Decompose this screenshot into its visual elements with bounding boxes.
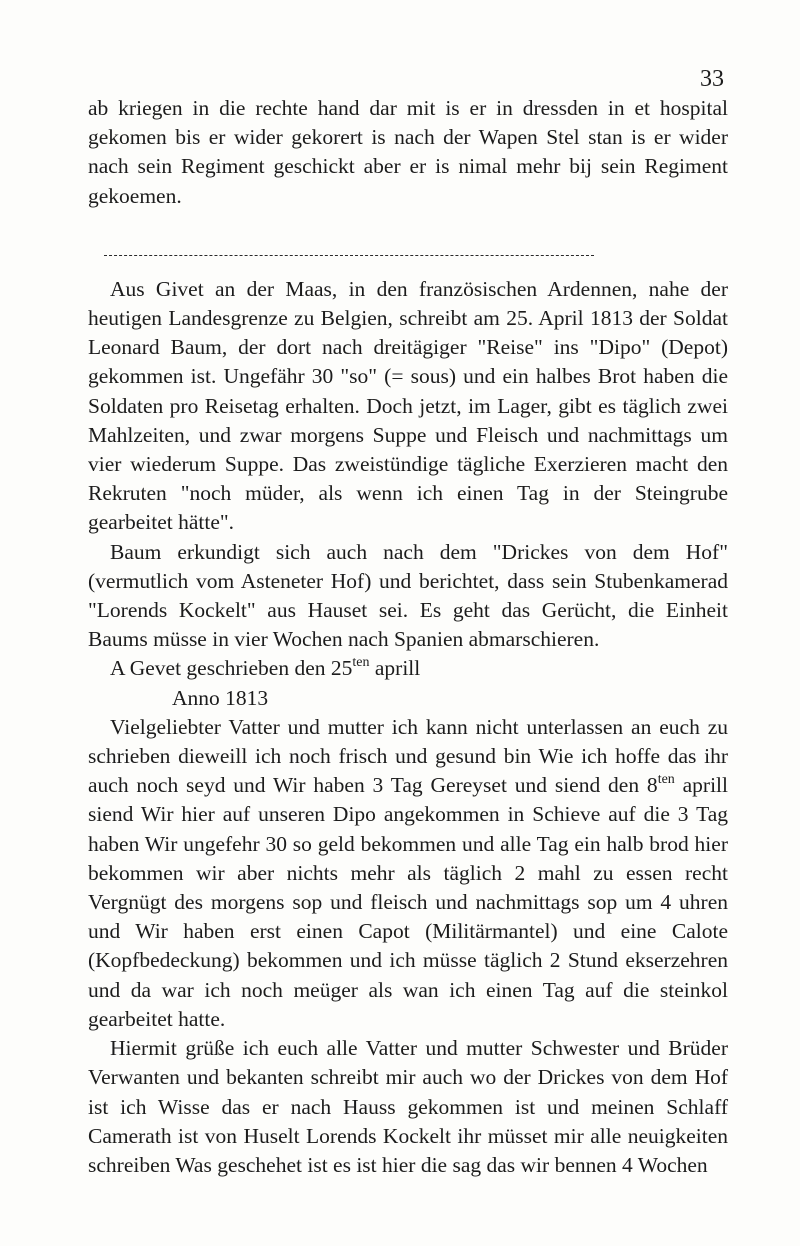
- paragraph-letter-greetings: Hiermit grüße ich euch alle Vatter und mutter Schwester und Brüder Verwanten und bekanten schreibt mir auch wo der Drickes von dem Hof ist ich Wisse das er nach Hauss gekommen ist und meinen Schlaff Camerath ist von Huselt Lorends Kockelt ihr müsset mir alle neuigkeiten schreiben Was geschehet ist es ist hier die sag das wir bennen 4 Wochen: [88, 1036, 728, 1177]
- dateline-superscript: ten: [352, 655, 370, 671]
- dateline-text: A Gevet geschrieben den 25: [110, 656, 353, 681]
- paragraph-letter-body: [88, 713, 728, 1034]
- letter-year: Anno 1813: [172, 685, 269, 710]
- paragraph-givet-intro: Aus Givet an der Maas, in den französischen Ardennen, nahe der heutigen Landesgrenze zu Belgien, schreibt am 25. April 1813 der Soldat Leonard Baum, der dort nach dreitägiger "Reise" ins "Dipo" (Depot) gekommen ist. Ungefähr 30 "so" (= sous) und ein halbes Brot haben die Soldaten pro Reisetag erhalten. Doch jetzt, im Lager, gibt es täglich zwei Mahlzeiten, und zwar morgens Suppe und Fleisch und nachmittags um vier wiederum Suppe. Das zweistündige tägliche Exerzieren macht den Rekruten "noch müder, als wenn ich einen Tag in der Steingrube gearbeitet hätte".: [88, 276, 728, 535]
- paragraph-continuation: ab kriegen in die rechte hand dar mit is er in dressden in et hospital gekomen bis er wider gekorert is nach der Wapen Stel stan is er wider nach sein Regiment geschickt aber er is nimal mehr bij sein Regiment gekoemen.: [88, 96, 728, 208]
- letter-body-rest: aprill siend Wir hier auf unseren Dipo angekommen in Schieve auf die 3 Tag haben Wir ungefehr 30 so geld bekommen und alle Tag ein halb brod hier bekommen wir aber nichts mehr als täglich 2 mahl zu essen recht Vergnügt des morgens sop und fleisch und nachmittags sop um 4 uhren und Wir haben erst einen Capot (Militärmantel) und eine Calote (Kopfbedeckung) bekommen und ich müsse täglich 2 Stund ekserzehren und da war ich noch meüger als wan ich einen Tag auf die steinkol gearbeitet hatte.: [88, 773, 729, 1031]
- letter-body-start: Vielgeliebter Vatter und mutter ich kann nicht unterlassen an euch zu schrieben dieweill ich noch frisch und gesund bin Wie ich hoffe das ihr auch noch seyd und Wir haben 3 Tag Gereyset und siend den 8: [88, 714, 728, 798]
- page-body: [88, 94, 728, 1180]
- dateline-month: aprill: [369, 656, 421, 681]
- dashed-separator: [104, 255, 594, 256]
- letter-body-superscript: ten: [657, 772, 675, 788]
- letter-dateline: [88, 654, 728, 683]
- page-number: 33: [700, 66, 724, 92]
- paragraph-baum-inquiry: Baum erkundigt sich auch nach dem "Drickes von dem Hof" (vermutlich vom Asteneter Hof) und berichtet, dass sein Stubenkamerad "Lorends Kockelt" aus Hauset sei. Es geht das Gerücht, die Einheit Baums müsse in vier Wochen nach Spanien abmarschieren.: [88, 539, 728, 652]
